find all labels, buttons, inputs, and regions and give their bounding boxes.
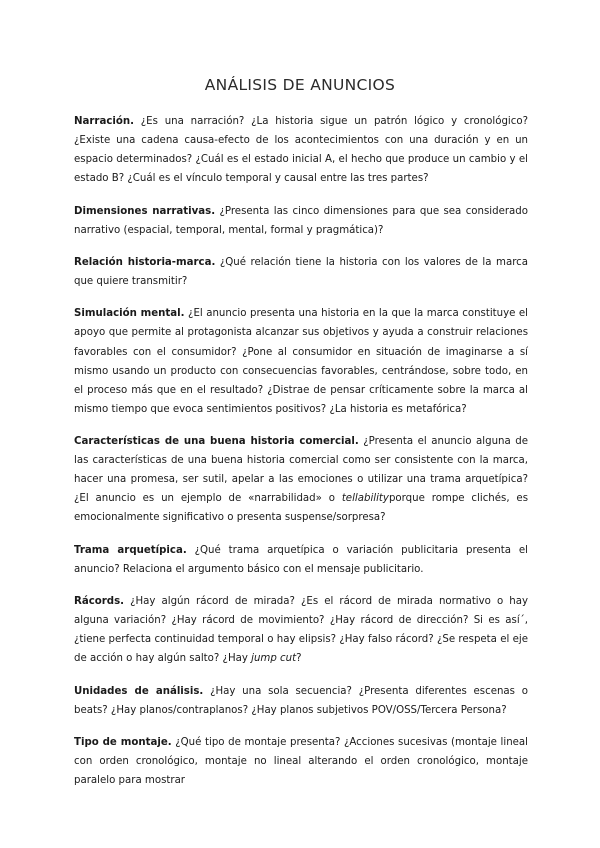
paragraph-text: ¿Presenta el anuncio alguna de las características de una buena historia comercial como ser consistente con la marca, hacer una promesa, ser sutil, apelar a las emociones o utilizar una trama arquetípica? ¿El anuncio es un ejemplo de «narrabilidad» o bbox=[74, 436, 528, 505]
paragraph-text: ¿Qué relación tiene la historia con los valores de la marca que quiere transmitir? bbox=[74, 256, 529, 288]
paragraph-relacion-historia-marca bbox=[74, 253, 528, 291]
paragraph-text: ¿Qué trama arquetípica o variación publicitaria presenta el anuncio? Relaciona el argumento básico con el mensaje publicitario. bbox=[74, 544, 529, 575]
paragraph-heading: Narración. bbox=[74, 116, 134, 127]
paragraph-text: ¿Hay algún rácord de mirada? ¿Es el rácord de mirada normativo o hay alguna variación? ¿Hay rácord de movimiento? ¿Hay rácord de dirección? Si es así´, ¿tiene perfecta continuidad temporal o hay elipsis? ¿Hay falso rácord? ¿Se respeta el eje de acción o hay algún salto? ¿Hay bbox=[74, 596, 528, 665]
paragraph-heading: Unidades de análisis. bbox=[74, 685, 204, 697]
paragraph-unidades-de-analisis bbox=[74, 682, 528, 720]
paragraph-tipo-de-montaje bbox=[74, 733, 528, 790]
document-body bbox=[74, 112, 528, 804]
paragraph-italic-term: jump cut bbox=[251, 653, 297, 665]
paragraph-racords bbox=[74, 592, 528, 668]
paragraph-text: ¿Presenta las cinco dimensiones para que sea considerado narrativo (espacial, temporal, mental, formal y pragmática)? bbox=[74, 205, 528, 236]
paragraph-italic-term: tellability bbox=[341, 493, 389, 505]
paragraph-text: ¿Qué tipo de montaje presenta? ¿Acciones sucesivas (montaje lineal con orden cronológico, montaje no lineal alterando el orden cronológico, montaje paralelo para mostrar bbox=[74, 737, 528, 787]
paragraph-caracteristicas-historia-comercial bbox=[74, 432, 528, 527]
paragraph-trama-arquetipica bbox=[74, 541, 528, 579]
paragraph-heading: Dimensiones narrativas. bbox=[74, 205, 216, 217]
paragraph-text: ¿Es una narración? ¿La historia sigue un patrón lógico y cronológico? ¿Existe una cadena causa-efecto de los acontecimientos con una duración y en un espacio determinados? ¿Cuál es el estado inicial A, el hecho que produce un cambio y el estado B? ¿Cuál es el vínculo temporal y causal entre las tres partes? bbox=[74, 116, 528, 185]
paragraph-heading: Tipo de montaje. bbox=[74, 737, 172, 749]
paragraph-heading: Trama arquetípica. bbox=[74, 544, 187, 556]
paragraph-dimensiones-narrativas bbox=[74, 202, 528, 240]
paragraph-heading: Relación historia-marca. bbox=[74, 256, 216, 268]
paragraph-text-continued: ? bbox=[296, 653, 302, 665]
paragraph-heading: Simulación mental. bbox=[74, 308, 185, 320]
paragraph-heading: Rácords. bbox=[74, 596, 125, 608]
paragraph-text: ¿El anuncio presenta una historia en la que la marca constituye el apoyo que permite al protagonista alcanzar sus objetivos y ayuda a construir relaciones favorables con el consumidor? ¿Pone al consumidor en situación de imaginarse a sí mismo usando un producto con consecuencias favorables, centrándose, sobre todo, en el proceso más que en el resultado? ¿Distrae de pensar críticamente sobre la marca al mismo tiempo que evoca sentimientos positivos? ¿La historia es metafórica? bbox=[74, 308, 529, 415]
paragraph-text-continued: porque rompe clichés, es emocionalmente significativo o presenta suspense/sorpresa? bbox=[74, 493, 528, 524]
paragraph-simulacion-mental bbox=[74, 304, 528, 419]
paragraph-heading: Características de una buena historia comercial. bbox=[74, 436, 359, 448]
page-title: ANÁLISIS DE ANUNCIOS bbox=[204, 76, 396, 94]
paragraph-narracion bbox=[74, 112, 528, 188]
paragraph-text: ¿Hay una sola secuencia? ¿Presenta diferentes escenas o beats? ¿Hay planos/contraplanos? ¿Hay planos subjetivos POV/OSS/Tercera Persona? bbox=[74, 685, 528, 716]
